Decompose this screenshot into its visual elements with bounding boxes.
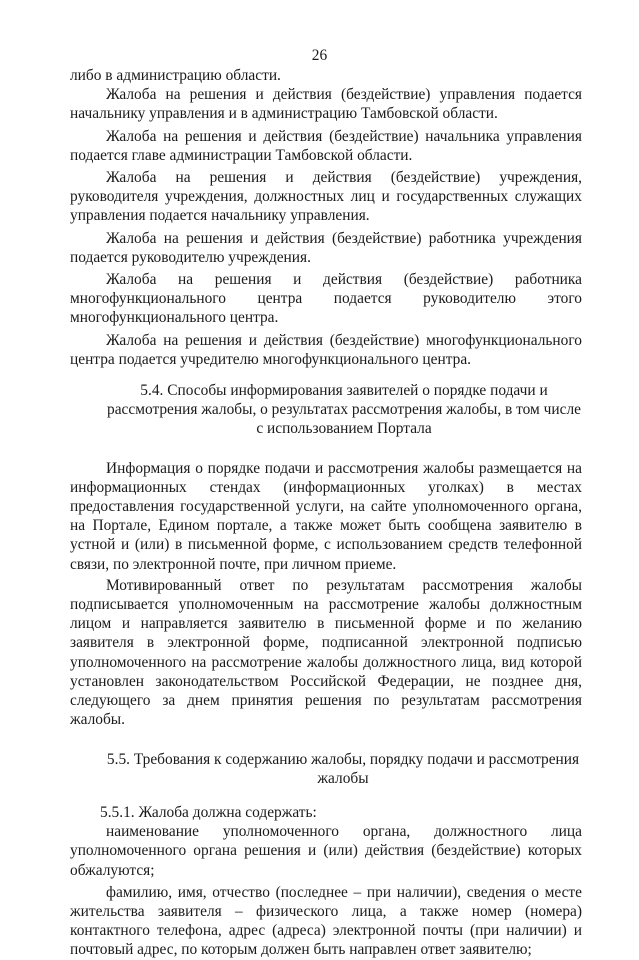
page-number: 26 — [311, 47, 328, 64]
paragraph: Жалоба на решения и действия (бездействие) многофункционального центра подается учредителю многофункционального центра. — [70, 331, 582, 368]
section-heading-5-5: 5.5. Требования к содержанию жалобы, порядку подачи и рассмотрения жалобы — [106, 750, 580, 787]
paragraph: Мотивированный ответ по результатам рассмотрения жалобы подписывается уполномоченным на рассмотрение жалобы должностным лицом и направляется заявителю в письменной форме и по желанию заявителя в электронной форме, подписанной электронной подписью уполномоченного на рассмотрение жалобы должностного лица, вид которой установлен законодательством Российской Федерации, не позднее дня, следующего за днем принятия решения по результатам рассмотрения жалобы. — [70, 576, 582, 729]
paragraph: Жалоба на решения и действия (бездействие) работника многофункционального центра подается руководителю этого многофункционального центра. — [70, 271, 582, 327]
paragraph: Жалоба на решения и действия (бездействие) учреждения, руководителя учреждения, должностных лиц и государственных служащих управления подается начальнику управления. — [70, 169, 582, 225]
paragraph: Жалоба на решения и действия (бездействие) управления подается начальнику управления и в администрацию Тамбовской области. — [70, 86, 582, 123]
document-body — [70, 66, 582, 960]
section-heading-5-4: 5.4. Способы информирования заявителей о порядке подачи и рассмотрения жалобы, о результатах рассмотрения жалобы, в том числе с использованием Портала — [107, 382, 581, 438]
paragraph: либо в администрацию области. — [70, 67, 281, 84]
paragraph: Информация о порядке подачи и рассмотрения жалобы размещается на информационных стендах (информационных уголках) в местах предоставления государственной услуги, на сайте уполномоченного органа, на Портале, Едином портале, а также может быть сообщена заявителю в устной и (или) в письменной форме, с использованием средств телефонной связи, по электронной почте, при личном приеме. — [70, 459, 582, 573]
paragraph: фамилию, имя, отчество (последнее – при наличии), сведения о месте жительства заявителя – физического лица, а также номер (номера) контактного телефона, адрес (адреса) электронной почты (при наличии) и почтовый адрес, по которым должен быть направлен ответ заявителю; — [70, 883, 582, 959]
paragraph: Жалоба на решения и действия (бездействие) начальника управления подается главе администрации Тамбовской области. — [70, 127, 582, 164]
paragraph: наименование уполномоченного органа, должностного лица уполномоченного органа решения и (или) действия (бездействие) которых обжалуются; — [70, 823, 582, 879]
paragraph: Жалоба на решения и действия (бездействие) работника учреждения подается руководителю учреждения. — [70, 229, 582, 266]
subsection-heading-5-5-1: 5.5.1. Жалоба должна содержать: — [100, 803, 317, 821]
